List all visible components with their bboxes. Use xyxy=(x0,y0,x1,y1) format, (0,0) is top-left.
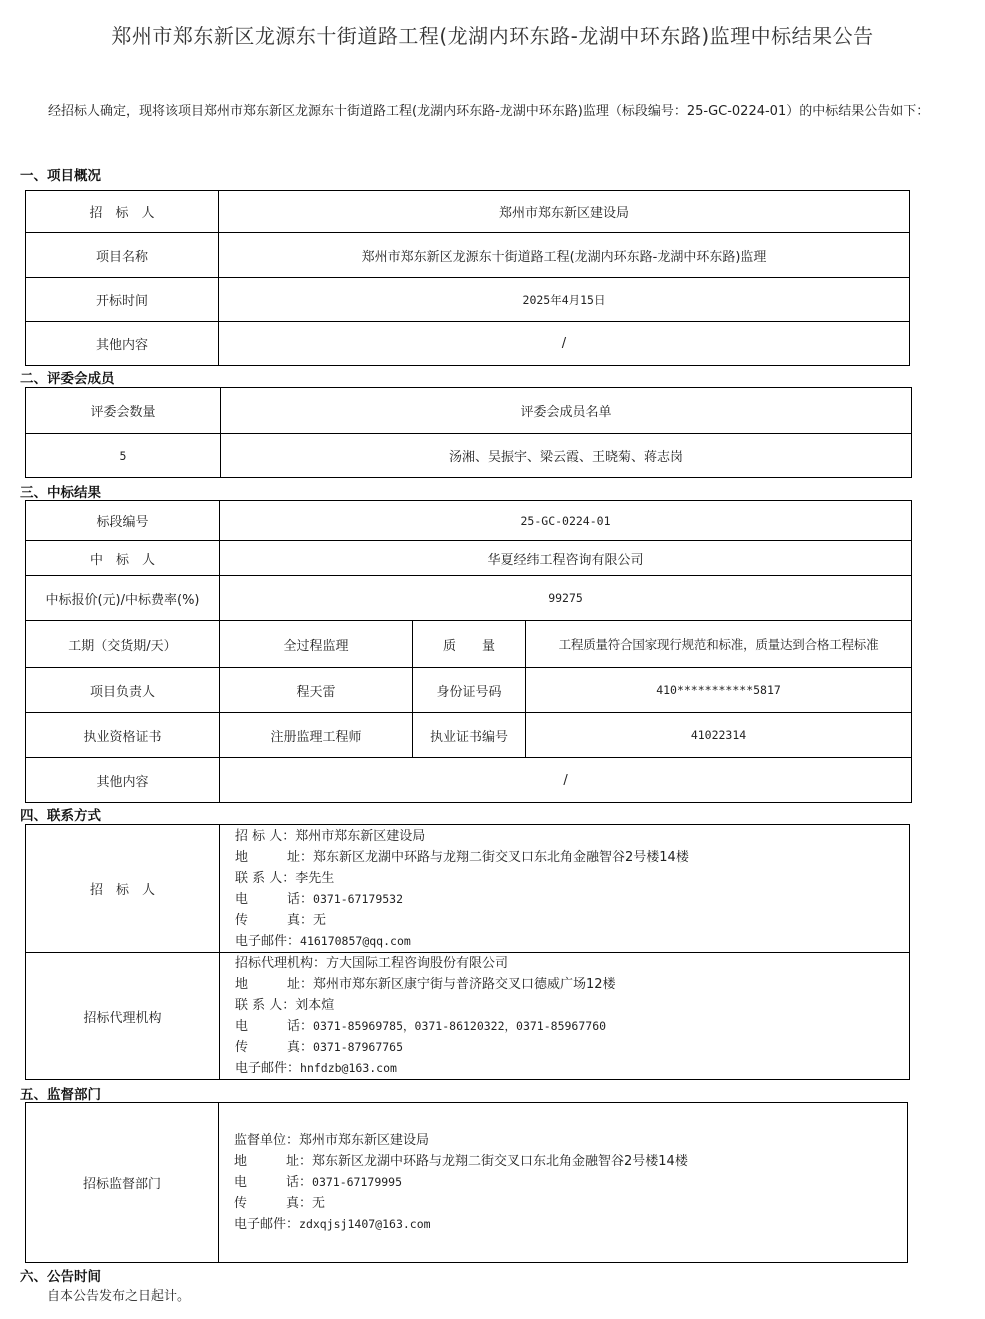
id-value: 410***********5817 xyxy=(526,668,912,713)
section-heading-committee: 二、评委会成员 xyxy=(20,371,115,387)
contact-line: 传 真：0371-87967765 xyxy=(235,1040,404,1055)
table-row xyxy=(26,278,910,322)
id-label: 身份证号码 xyxy=(413,668,526,713)
result-other-label: 其他内容 xyxy=(26,758,220,803)
quality-label: 质 量 xyxy=(413,621,526,668)
open-time-label: 开标时间 xyxy=(26,278,219,322)
table-row xyxy=(26,953,910,1080)
winner-value: 华夏经纬工程咨询有限公司 xyxy=(220,541,912,576)
quality-value: 工程质量符合国家现行规范和标准，质量达到合格工程标准 xyxy=(526,621,912,668)
price-label: 中标报价(元)/中标费率(%) xyxy=(26,576,220,621)
email-link[interactable]: 416170857@qq.com xyxy=(300,933,411,948)
manager-value: 程天雷 xyxy=(220,668,413,713)
contact-agency-details xyxy=(220,953,910,1080)
contact-line: 电 话：0371-67179532 xyxy=(235,891,404,907)
committee-members-label: 评委会成员名单 xyxy=(221,388,912,434)
contact-line: 监督单位：郑州市郑东新区建设局 xyxy=(234,1133,430,1148)
cert-value: 注册监理工程师 xyxy=(220,713,413,758)
section-heading-contacts: 四、联系方式 xyxy=(20,808,101,824)
section-no-label: 标段编号 xyxy=(26,501,220,541)
committee-count-label: 评委会数量 xyxy=(26,388,221,434)
cert-no-label: 执业证书编号 xyxy=(413,713,526,758)
email-link[interactable]: hnfdzb@163.com xyxy=(300,1061,397,1075)
contact-agency-header: 招标代理机构 xyxy=(26,953,220,1080)
contact-line: 传 真：无 xyxy=(234,1196,326,1211)
tenderee-label: 招 标 人 xyxy=(26,191,219,233)
winner-label: 中 标 人 xyxy=(26,541,220,576)
project-name-label: 项目名称 xyxy=(26,233,219,278)
table-row xyxy=(26,322,910,366)
contact-line: 电子邮件：zdxqjsj1407@163.com xyxy=(234,1217,431,1232)
contact-line: 联 系 人：李先生 xyxy=(235,870,335,886)
result-other-value: / xyxy=(220,758,912,803)
tenderee-value: 郑州市郑东新区建设局 xyxy=(219,191,910,233)
table-row xyxy=(26,621,912,668)
page-title: 郑州市郑东新区龙源东十街道路工程(龙湖内环东路-龙湖中环东路)监理中标结果公告 xyxy=(111,24,874,48)
intro-paragraph: 经招标人确定，现将该项目郑州市郑东新区龙源东十街道路工程(龙湖内环东路-龙湖中环东路)监理（标段编号：25-GC-0224-01）的中标结果公告如下： xyxy=(48,104,930,119)
contact-line: 电 话：0371-67179995 xyxy=(234,1175,403,1190)
contact-line: 电 话：0371-85969785，0371-86120322，0371-85967760 xyxy=(235,1019,607,1034)
table-row xyxy=(26,434,912,478)
contact-line: 招 标 人：郑州市郑东新区建设局 xyxy=(235,828,426,844)
contact-line: 招标代理机构：方大国际工程咨询股份有限公司 xyxy=(235,956,509,971)
period-value: 全过程监理 xyxy=(220,621,413,668)
committee-count: 5 xyxy=(26,434,221,478)
contact-line: 电子邮件：hnfdzb@163.com xyxy=(235,1061,397,1076)
table-row xyxy=(26,576,912,621)
result-table xyxy=(25,500,912,803)
committee-members: 汤湘、吴振宇、梁云霞、王晓菊、蒋志岗 xyxy=(221,434,912,478)
email-link[interactable]: zdxqjsj1407@163.com xyxy=(299,1217,431,1231)
contact-line: 地 址：郑州市郑东新区康宁街与普济路交叉口德威广场12楼 xyxy=(235,977,616,992)
contact-tenderee-header: 招 标 人 xyxy=(26,825,220,953)
table-row xyxy=(26,233,910,278)
price-value: 99275 xyxy=(220,576,912,621)
table-row xyxy=(26,191,910,233)
table-row xyxy=(26,541,912,576)
open-time-value: 2025年4月15日 xyxy=(219,278,910,322)
section-heading-result: 三、中标结果 xyxy=(20,485,101,501)
period-label: 工期（交货期/天） xyxy=(26,621,220,668)
table-row xyxy=(26,388,912,434)
supervision-details xyxy=(219,1103,908,1263)
other-value: / xyxy=(219,322,910,366)
contact-line: 地 址：郑东新区龙湖中环路与龙翔二街交叉口东北角金融智谷2号楼14楼 xyxy=(235,849,689,865)
other-label: 其他内容 xyxy=(26,322,219,366)
project-name-value: 郑州市郑东新区龙源东十街道路工程(龙湖内环东路-龙湖中环东路)监理 xyxy=(219,233,910,278)
table-row xyxy=(26,758,912,803)
table-row xyxy=(26,1103,908,1263)
section-heading-period: 六、公告时间 xyxy=(20,1269,101,1285)
contact-line: 联 系 人：刘本煊 xyxy=(235,998,335,1013)
section-heading-overview: 一、项目概况 xyxy=(20,168,101,184)
table-row xyxy=(26,825,910,953)
manager-label: 项目负责人 xyxy=(26,668,220,713)
overview-table xyxy=(25,190,910,366)
contact-tenderee-details xyxy=(220,825,910,953)
cert-label: 执业资格证书 xyxy=(26,713,220,758)
supervision-header: 招标监督部门 xyxy=(26,1103,219,1263)
announcement-period-text: 自本公告发布之日起计。 xyxy=(47,1289,191,1304)
contact-line: 地 址：郑东新区龙湖中环路与龙翔二街交叉口东北角金融智谷2号楼14楼 xyxy=(234,1154,688,1169)
table-row xyxy=(26,501,912,541)
supervision-table xyxy=(25,1102,908,1263)
table-row xyxy=(26,668,912,713)
table-row xyxy=(26,713,912,758)
contact-line: 电子邮件：416170857@qq.com xyxy=(235,933,411,949)
contacts-table xyxy=(25,824,910,1080)
section-no-value: 25-GC-0224-01 xyxy=(220,501,912,541)
committee-table xyxy=(25,387,912,478)
section-heading-supervision: 五、监督部门 xyxy=(20,1087,101,1103)
contact-line: 传 真：无 xyxy=(235,912,327,928)
cert-no-value: 41022314 xyxy=(526,713,912,758)
